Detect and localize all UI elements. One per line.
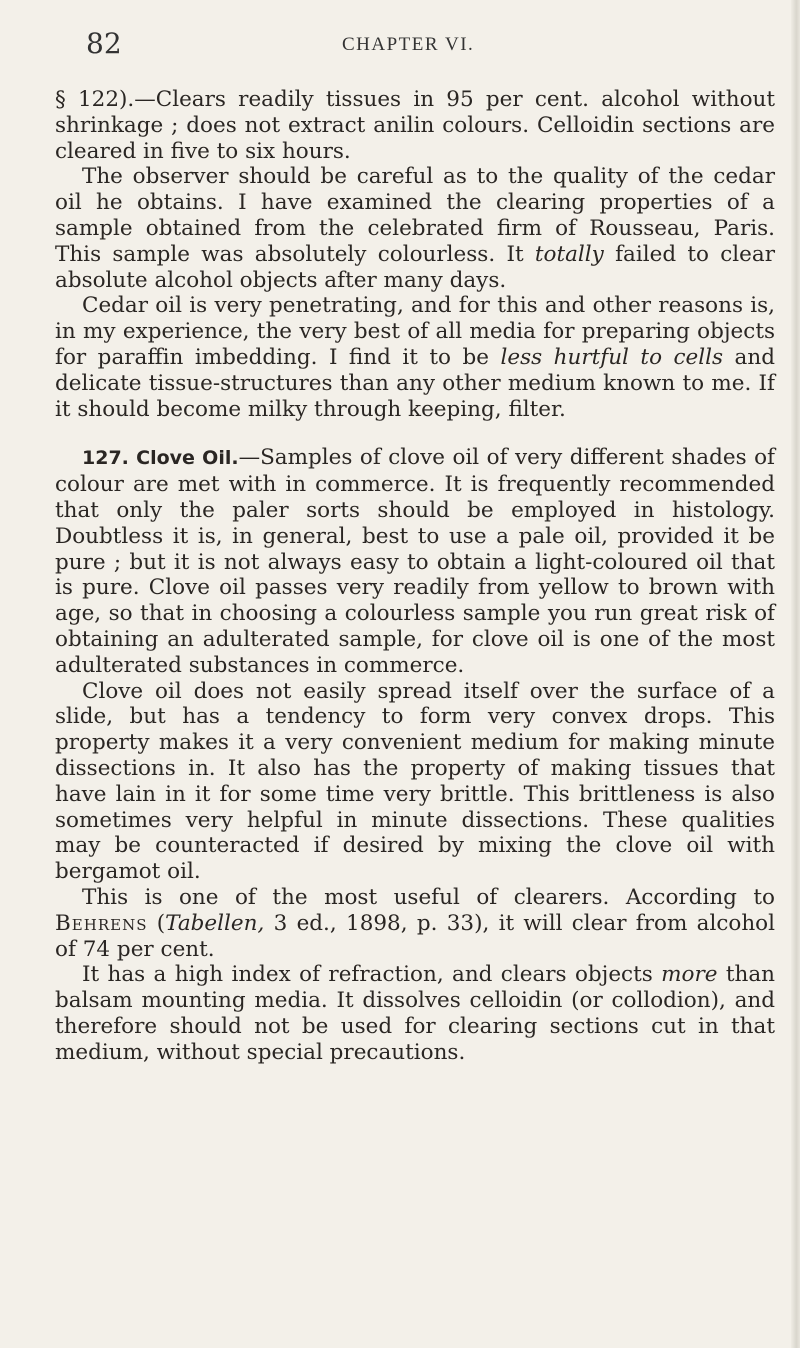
paragraph-text: (: [147, 910, 166, 936]
paragraph-text: failed to clear absolute alcohol objects after many days.: [55, 241, 775, 293]
paragraph-text: The observer should be careful as to the quality of the cedar oil he obtains. I have examined the clearing properties of a sample obtained from the celebrated firm of Rousseau, Paris. This sample was absolutely colourless. It: [55, 164, 775, 267]
paragraph-clove-oil-properties: Clove oil does not easily spread itself over the surface of a slide, but has a tendency to form very convex drops. This property makes it a very convenient medium for making minute dissections in. It also has the property of making tissues that have lain in it for some time very brittle. This brittleness is also sometimes very helpful in minute dissections. These qualities may be counteracted if desired by mixing the clove oil with bergamot oil.: [55, 678, 775, 885]
paragraph-text: 3 ed., 1898, p. 33), it will clear from alcohol of 74 per cent.: [55, 910, 775, 962]
paragraph-clove-oil-refraction: [55, 962, 775, 1065]
body-text: [55, 87, 775, 1065]
section-heading: 127. Clove Oil.: [82, 447, 239, 470]
paragraph-cedar-oil-penetrating: [55, 293, 775, 422]
paragraph-text: and delicate tissue-structures than any other medium known to me. If it should become milky through keeping, filter.: [55, 344, 775, 422]
emphasis-text: more: [661, 962, 718, 988]
author-name: Behrens: [55, 910, 148, 936]
paragraph-text: It has a high index of refraction, and clears objects: [82, 962, 662, 988]
emphasis-text: less hurtful to cells: [500, 344, 724, 370]
section-127-clove-oil: [55, 445, 775, 678]
book-title: Tabellen,: [165, 910, 265, 936]
page-header: [86, 24, 786, 72]
paragraph-cedar-oil-continued: § 122).—Clears readily tissues in 95 per cent. alcohol without shrinkage ; does not extract anilin colours. Celloidin sections are cleared in five to six hours.: [55, 87, 775, 164]
running-head: CHAPTER VI.: [342, 34, 475, 55]
page-edge: [791, 0, 800, 1348]
paragraph-cedar-oil-quality: [55, 164, 775, 293]
paragraph-clove-oil-behrens: [55, 885, 775, 962]
paragraph-text: Cedar oil is very penetrating, and for this and other reasons is, in my experience, the very best of all media for preparing objects for paraffin imbedding. I find it to be: [55, 293, 775, 370]
emphasis-text: totally: [534, 241, 604, 267]
page-number: 82: [86, 27, 122, 60]
paragraph-text: —Samples of clove oil of very different shades of colour are met with in commerce. It is frequently recommended that only the paler sorts should be employed in histology. Doubtless it is, in general, best to use a pale oil, provided it be pure ; but it is not always easy to obtain a light-coloured oil that is pure. Clove oil passes very readily from yellow to brown with age, so that in choosing a colourless sample you run great risk of obtaining an adulterated sample, for clove oil is one of the most adulterated substances in commerce.: [55, 445, 775, 678]
paragraph-text: than balsam mounting media. It dissolves celloidin (or collodion), and therefore should not be used for clearing sections cut in that medium, without special precautions.: [55, 962, 775, 1065]
paragraph-text: This is one of the most useful of clearers. According to: [82, 884, 775, 910]
